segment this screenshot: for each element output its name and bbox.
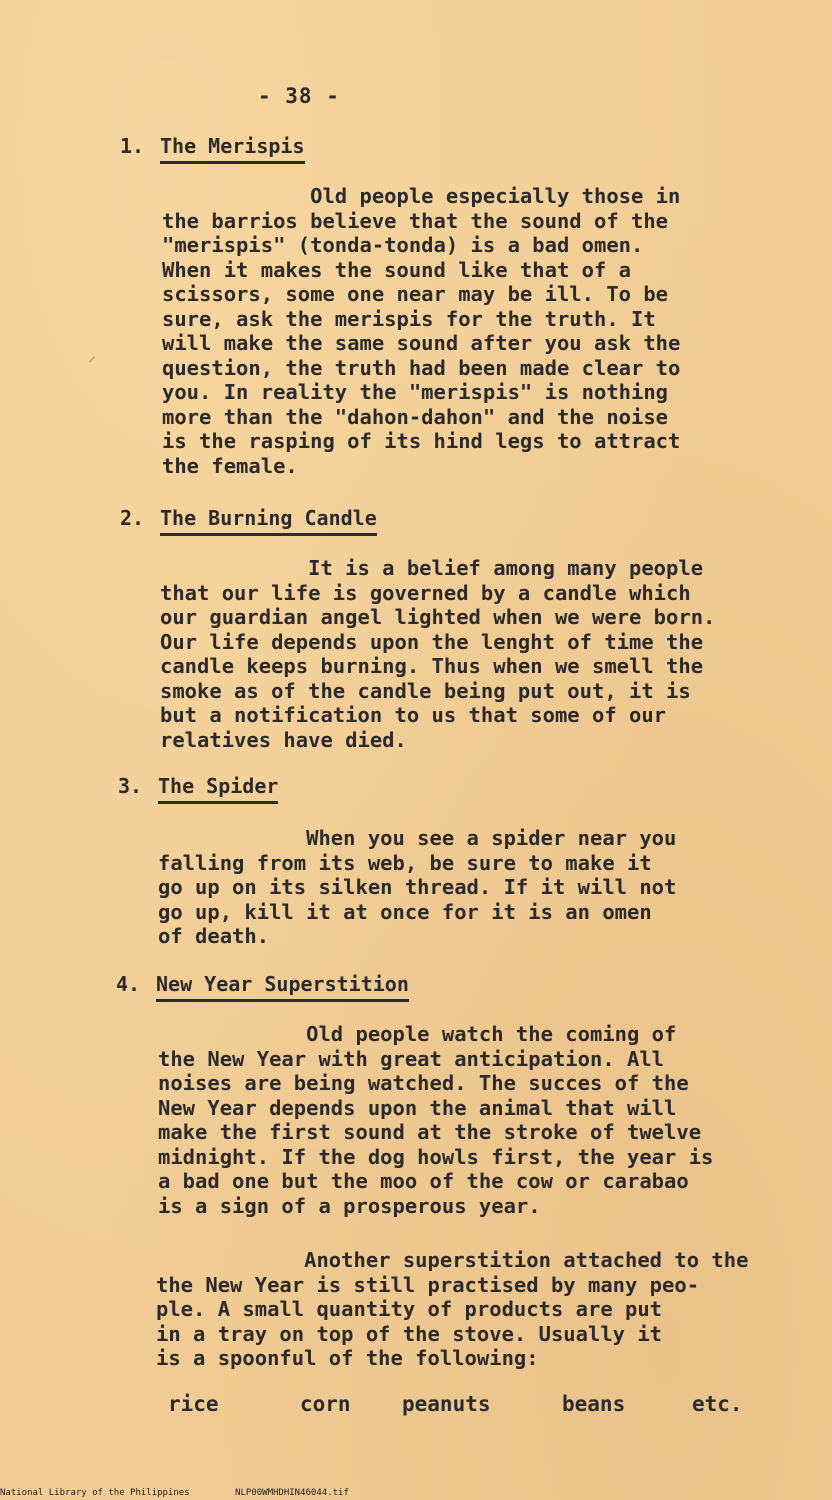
- section-number: 3.: [118, 774, 143, 798]
- text-line: When it makes the sound like that of a: [162, 257, 631, 282]
- text-line: will make the same sound after you ask the: [162, 331, 681, 355]
- text-line: question, the truth had been made clear to: [162, 355, 681, 380]
- text-line: It is a belief among many people: [160, 556, 704, 580]
- text-line: is the rasping of its hind legs to attract: [162, 429, 681, 453]
- item-beans: beans: [562, 1392, 626, 1416]
- text-line: smoke as of the candle being put out, it is: [160, 678, 691, 703]
- text-line: relatives have died.: [160, 727, 407, 752]
- text-line: make the first sound at the stroke of twelve: [158, 1120, 702, 1144]
- scan-footer: [0, 1488, 389, 1498]
- page-number: - 38 -: [258, 84, 340, 108]
- section-heading-spider: [118, 774, 278, 804]
- item-corn: corn: [300, 1392, 351, 1416]
- section-heading-merispis: [120, 134, 305, 164]
- text-line: Our life depends upon the lenght of time the: [160, 629, 704, 654]
- text-line: the barrios believe that the sound of the: [162, 208, 669, 233]
- text-line: midnight. If the dog howls first, the year is: [158, 1144, 714, 1169]
- section-title: The Spider: [158, 774, 278, 804]
- text-line: go up, kill it at once for it is an omen: [158, 899, 652, 924]
- section-heading-new-year: [116, 972, 409, 1002]
- text-line: Another superstition attached to the: [156, 1248, 749, 1272]
- extra-paragraph: [156, 1248, 748, 1371]
- text-line: you. In reality the "merispis" is nothing: [162, 380, 669, 404]
- text-line: "merispis" (tonda-tonda) is a bad omen.: [162, 233, 644, 257]
- section-title: The Burning Candle: [160, 506, 377, 536]
- text-line: When you see a spider near you: [158, 826, 677, 850]
- item-etc: etc.: [692, 1392, 743, 1416]
- section-number: 1.: [120, 134, 145, 158]
- text-line: candle keeps burning. Thus when we smell the: [160, 654, 704, 678]
- text-line: sure, ask the merispis for the truth. It: [162, 306, 656, 331]
- text-line: falling from its web, be sure to make it: [158, 850, 652, 875]
- text-line: Old people watch the coming of: [158, 1022, 677, 1046]
- text-line: go up on its silken thread. If it will not: [158, 875, 677, 899]
- text-line: New Year depends upon the animal that will: [158, 1095, 677, 1120]
- item-peanuts: peanuts: [402, 1392, 491, 1416]
- section-title: The Merispis: [160, 134, 305, 164]
- item-rice: rice: [168, 1392, 219, 1416]
- section-title: New Year Superstition: [156, 972, 409, 1002]
- text-line: our guardian angel lighted when we were born.: [160, 605, 716, 629]
- text-line: the female.: [162, 453, 298, 478]
- text-line: of death.: [158, 924, 270, 948]
- text-line: that our life is governed by a candle which: [160, 580, 691, 605]
- section-number: 4.: [116, 972, 141, 996]
- text-line: a bad one but the moo of the cow or carabao: [158, 1169, 689, 1193]
- section-body-burning-candle: [160, 556, 715, 752]
- text-line: noises are being watched. The succes of the: [158, 1071, 689, 1095]
- footer-library: National Library of the Philippines: [0, 1488, 190, 1498]
- section-body-merispis: [162, 184, 680, 478]
- footer-file: NLP00WMHDHIN46044.tif: [235, 1488, 349, 1498]
- text-line: is a sign of a prosperous year.: [158, 1193, 541, 1218]
- section-body-new-year: [158, 1022, 713, 1218]
- text-line: in a tray on top of the stove. Usually it: [156, 1321, 663, 1346]
- section-body-spider: [158, 826, 676, 949]
- text-line: scissors, some one near may be ill. To be: [162, 282, 669, 306]
- section-number: 2.: [120, 506, 145, 530]
- text-line: is a spoonful of the following:: [156, 1346, 539, 1370]
- stray-mark: ⸝: [88, 346, 97, 365]
- text-line: ple. A small quantity of products are put: [156, 1297, 663, 1321]
- text-line: the New Year is still practised by many peo-: [156, 1272, 700, 1297]
- text-line: Old people especially those in: [162, 184, 681, 208]
- text-line: the New Year with great anticipation. All: [158, 1046, 665, 1071]
- text-line: more than the "dahon-dahon" and the noise: [162, 404, 669, 429]
- section-heading-burning-candle: [120, 506, 377, 536]
- text-line: but a notification to us that some of our: [160, 703, 667, 727]
